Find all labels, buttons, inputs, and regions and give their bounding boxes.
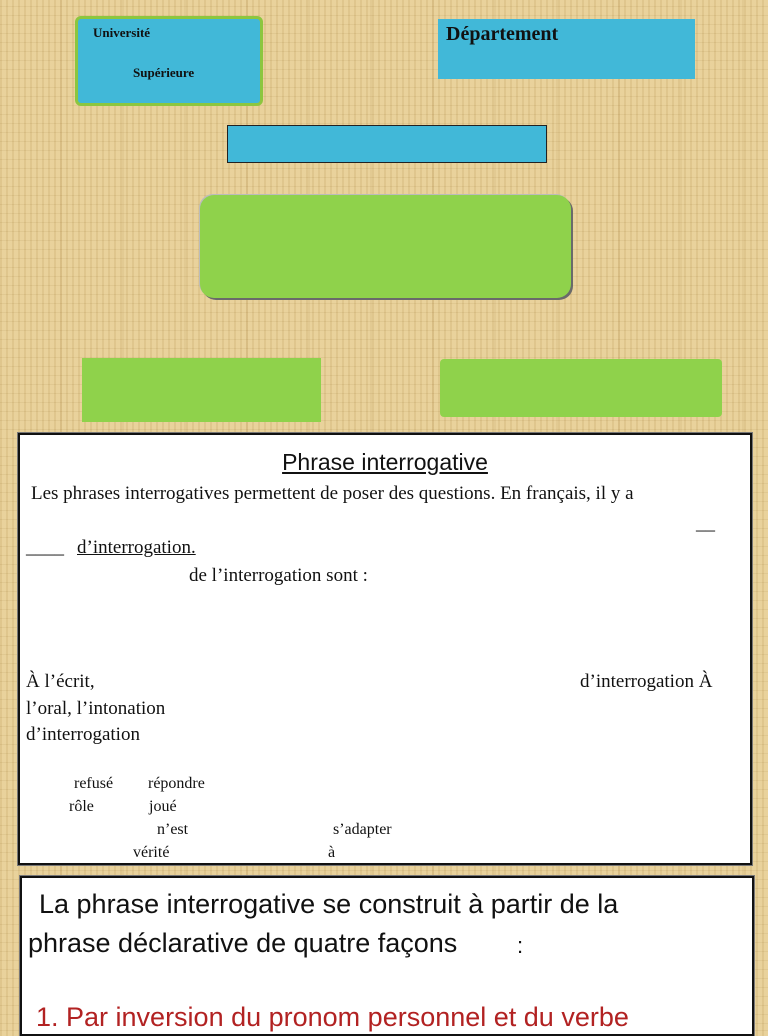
line-sont: de l’interrogation sont :	[189, 565, 368, 586]
department-box	[438, 19, 695, 79]
green-banner	[200, 195, 571, 298]
interrogation-red: d’interrogation.	[77, 537, 196, 558]
blank-right: __	[696, 513, 715, 534]
department-label: Département	[446, 23, 559, 45]
word-joue: joué	[149, 798, 177, 815]
oral-text: l’oral, l’intonation	[26, 698, 166, 719]
word-repondre: répondre	[148, 775, 205, 792]
word-nest: n’est	[157, 821, 189, 838]
construction-line2: phrase déclarative de quatre façons	[28, 928, 458, 958]
word-refuse: refusé	[74, 775, 114, 792]
word-verite: vérité	[133, 844, 170, 861]
card-title: Phrase interrogative	[282, 449, 488, 475]
blank-left: ____	[26, 537, 64, 558]
construction-colon: :	[517, 933, 524, 958]
green-block-right	[440, 359, 722, 417]
intro-text: Les phrases interrogatives permettent de poser des questions. En français, il y a	[31, 483, 634, 504]
university-line1: Université	[93, 25, 151, 40]
word-a: à	[328, 844, 336, 861]
construction-line1: La phrase interrogative se construit à partir de la	[39, 889, 619, 919]
word-sadapter: s’adapter	[333, 821, 392, 838]
interrogation-a-text: d’interrogation À	[580, 671, 713, 692]
list-item-1: 1. Par inversion du pronom personnel et du verbe	[36, 1002, 629, 1032]
university-box	[75, 16, 263, 106]
word-role: rôle	[69, 798, 94, 815]
interrogation-end-text: d’interrogation	[26, 724, 140, 745]
interrogative-card	[18, 433, 752, 865]
ecrit-text: À l’écrit,	[26, 671, 95, 692]
university-line2: Supérieure	[133, 65, 195, 80]
title-bar	[227, 125, 547, 163]
construction-card	[20, 876, 754, 1036]
green-block-left	[82, 358, 321, 422]
